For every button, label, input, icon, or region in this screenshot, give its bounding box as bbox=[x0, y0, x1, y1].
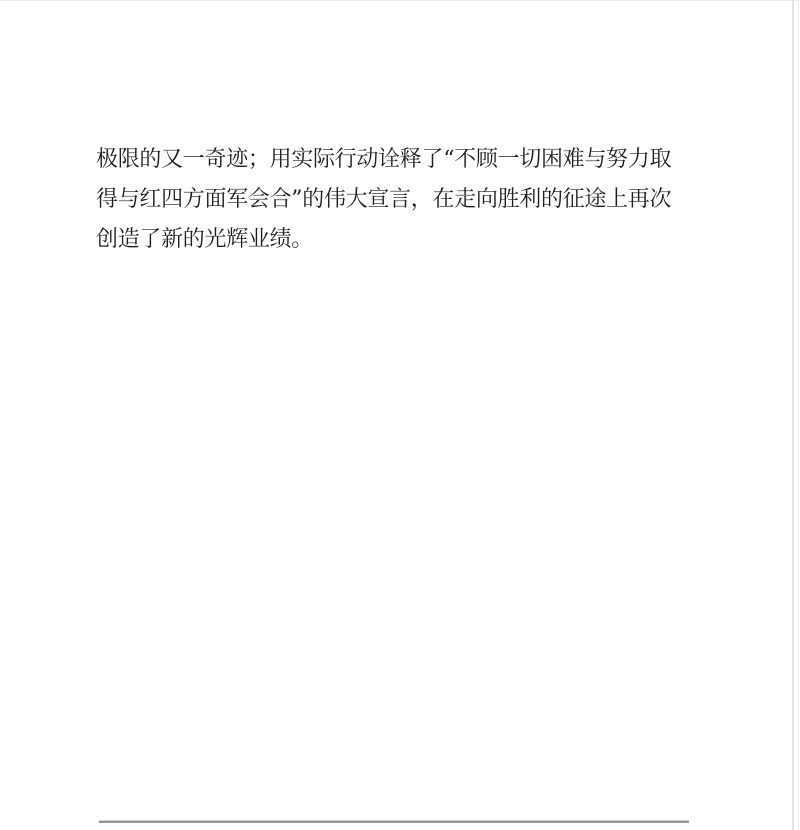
viewport-right-edge bbox=[798, 0, 799, 830]
paragraph-line[interactable]: 极限的又一奇迹；用实际行动诠释了“不顾一切困难与努力取 bbox=[96, 147, 672, 172]
page-right-edge bbox=[792, 0, 794, 830]
paragraph-line[interactable]: 得与红四方面军会合”的伟大宣言，在走向胜利的征途上再次 bbox=[96, 187, 672, 212]
footer-separator-rule bbox=[99, 820, 689, 823]
paragraph[interactable] bbox=[96, 140, 696, 260]
paragraph-line[interactable]: 创造了新的光辉业绩。 bbox=[96, 227, 314, 252]
page-top-edge bbox=[0, 0, 800, 1]
